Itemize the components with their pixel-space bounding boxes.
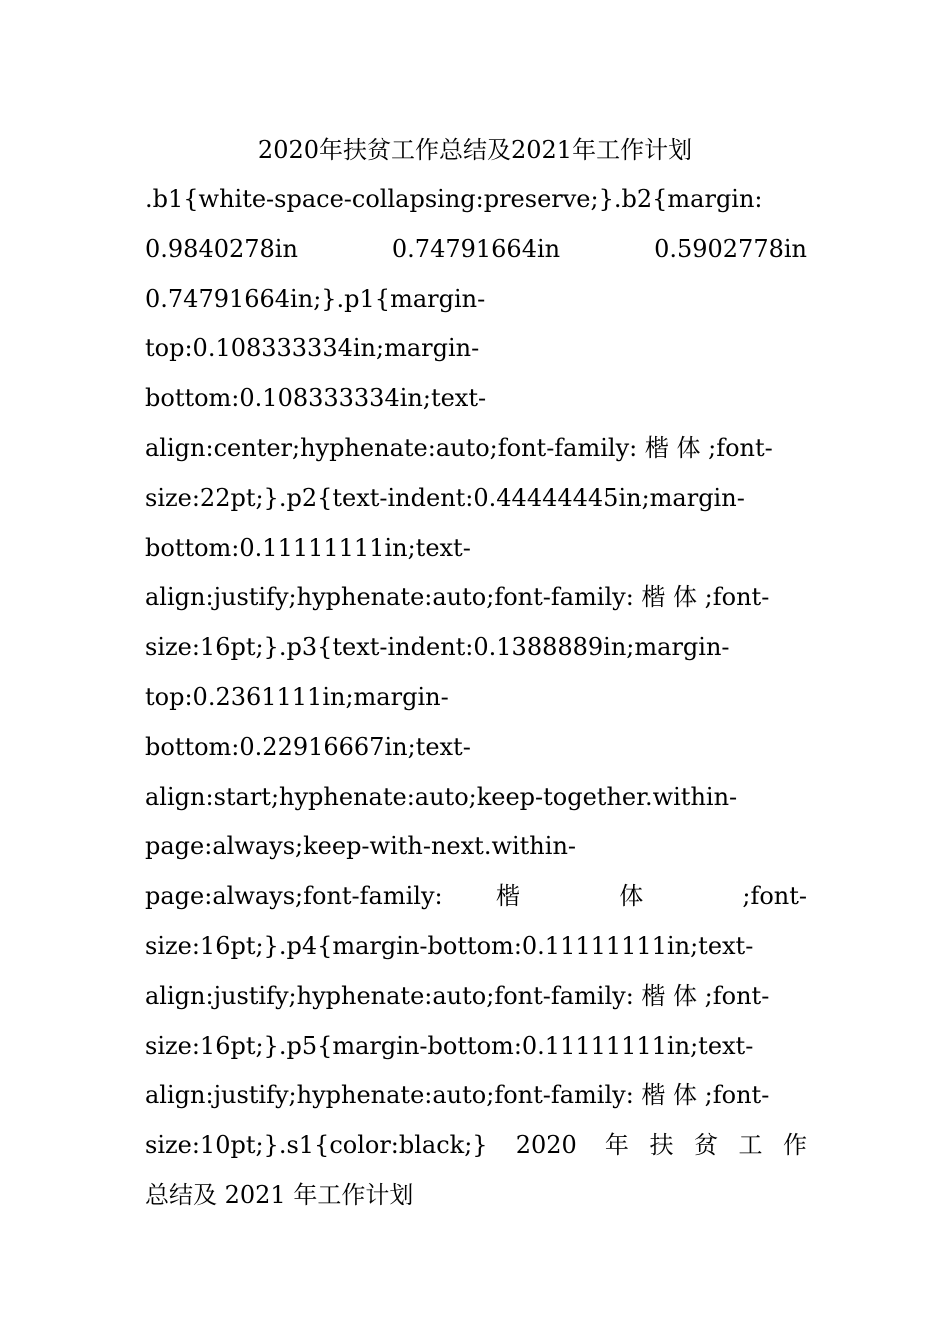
body-line: size:16pt;}.p3{text-indent:0.1388889in;margin- bbox=[145, 633, 730, 662]
body-line: 总结及 2021 年工作计划 bbox=[145, 1180, 414, 1209]
body-line: page:always;keep-with-next.within- bbox=[145, 832, 577, 861]
body-line: size:16pt;}.p4{margin-bottom:0.11111111in;text- bbox=[145, 931, 754, 960]
body-line: size:16pt;}.p5{margin-bottom:0.11111111in;text- bbox=[145, 1031, 754, 1060]
body-line: size:10pt;}.s1{color:black;} 2020 年扶贫工作 bbox=[145, 1131, 807, 1160]
document-title: 2020年扶贫工作总结及2021年工作计划 bbox=[257, 136, 693, 164]
body-line: top:0.108333334in;margin- bbox=[145, 334, 480, 363]
body-line: align:justify;hyphenate:auto;font-family: 楷 体 ;font- bbox=[145, 583, 770, 612]
body-line: .b1{white-space-collapsing:preserve;}.b2{margin: bbox=[145, 185, 763, 213]
body-line: bottom:0.22916667in;text- bbox=[145, 732, 471, 761]
body-line: bottom:0.11111111in;text- bbox=[145, 533, 471, 562]
body-line: 0.74791664in;}.p1{margin- bbox=[145, 284, 486, 313]
body-line: top:0.2361111in;margin- bbox=[145, 682, 449, 711]
body-line: align:start;hyphenate:auto;keep-together.within- bbox=[145, 782, 738, 811]
body-line: page:always;font-family: 楷 体 ;font- bbox=[145, 882, 807, 911]
body-line: bottom:0.108333334in;text- bbox=[145, 384, 487, 413]
document-body bbox=[145, 182, 807, 1228]
body-line: align:justify;hyphenate:auto;font-family: 楷 体 ;font- bbox=[145, 981, 770, 1010]
body-line: 0.9840278in 0.74791664in 0.5902778in bbox=[145, 234, 807, 263]
body-line: align:justify;hyphenate:auto;font-family: 楷 体 ;font- bbox=[145, 1081, 770, 1110]
body-line: align:center;hyphenate:auto;font-family: 楷 体 ;font- bbox=[145, 433, 773, 462]
body-line: size:22pt;}.p2{text-indent:0.44444445in;margin- bbox=[145, 483, 745, 512]
